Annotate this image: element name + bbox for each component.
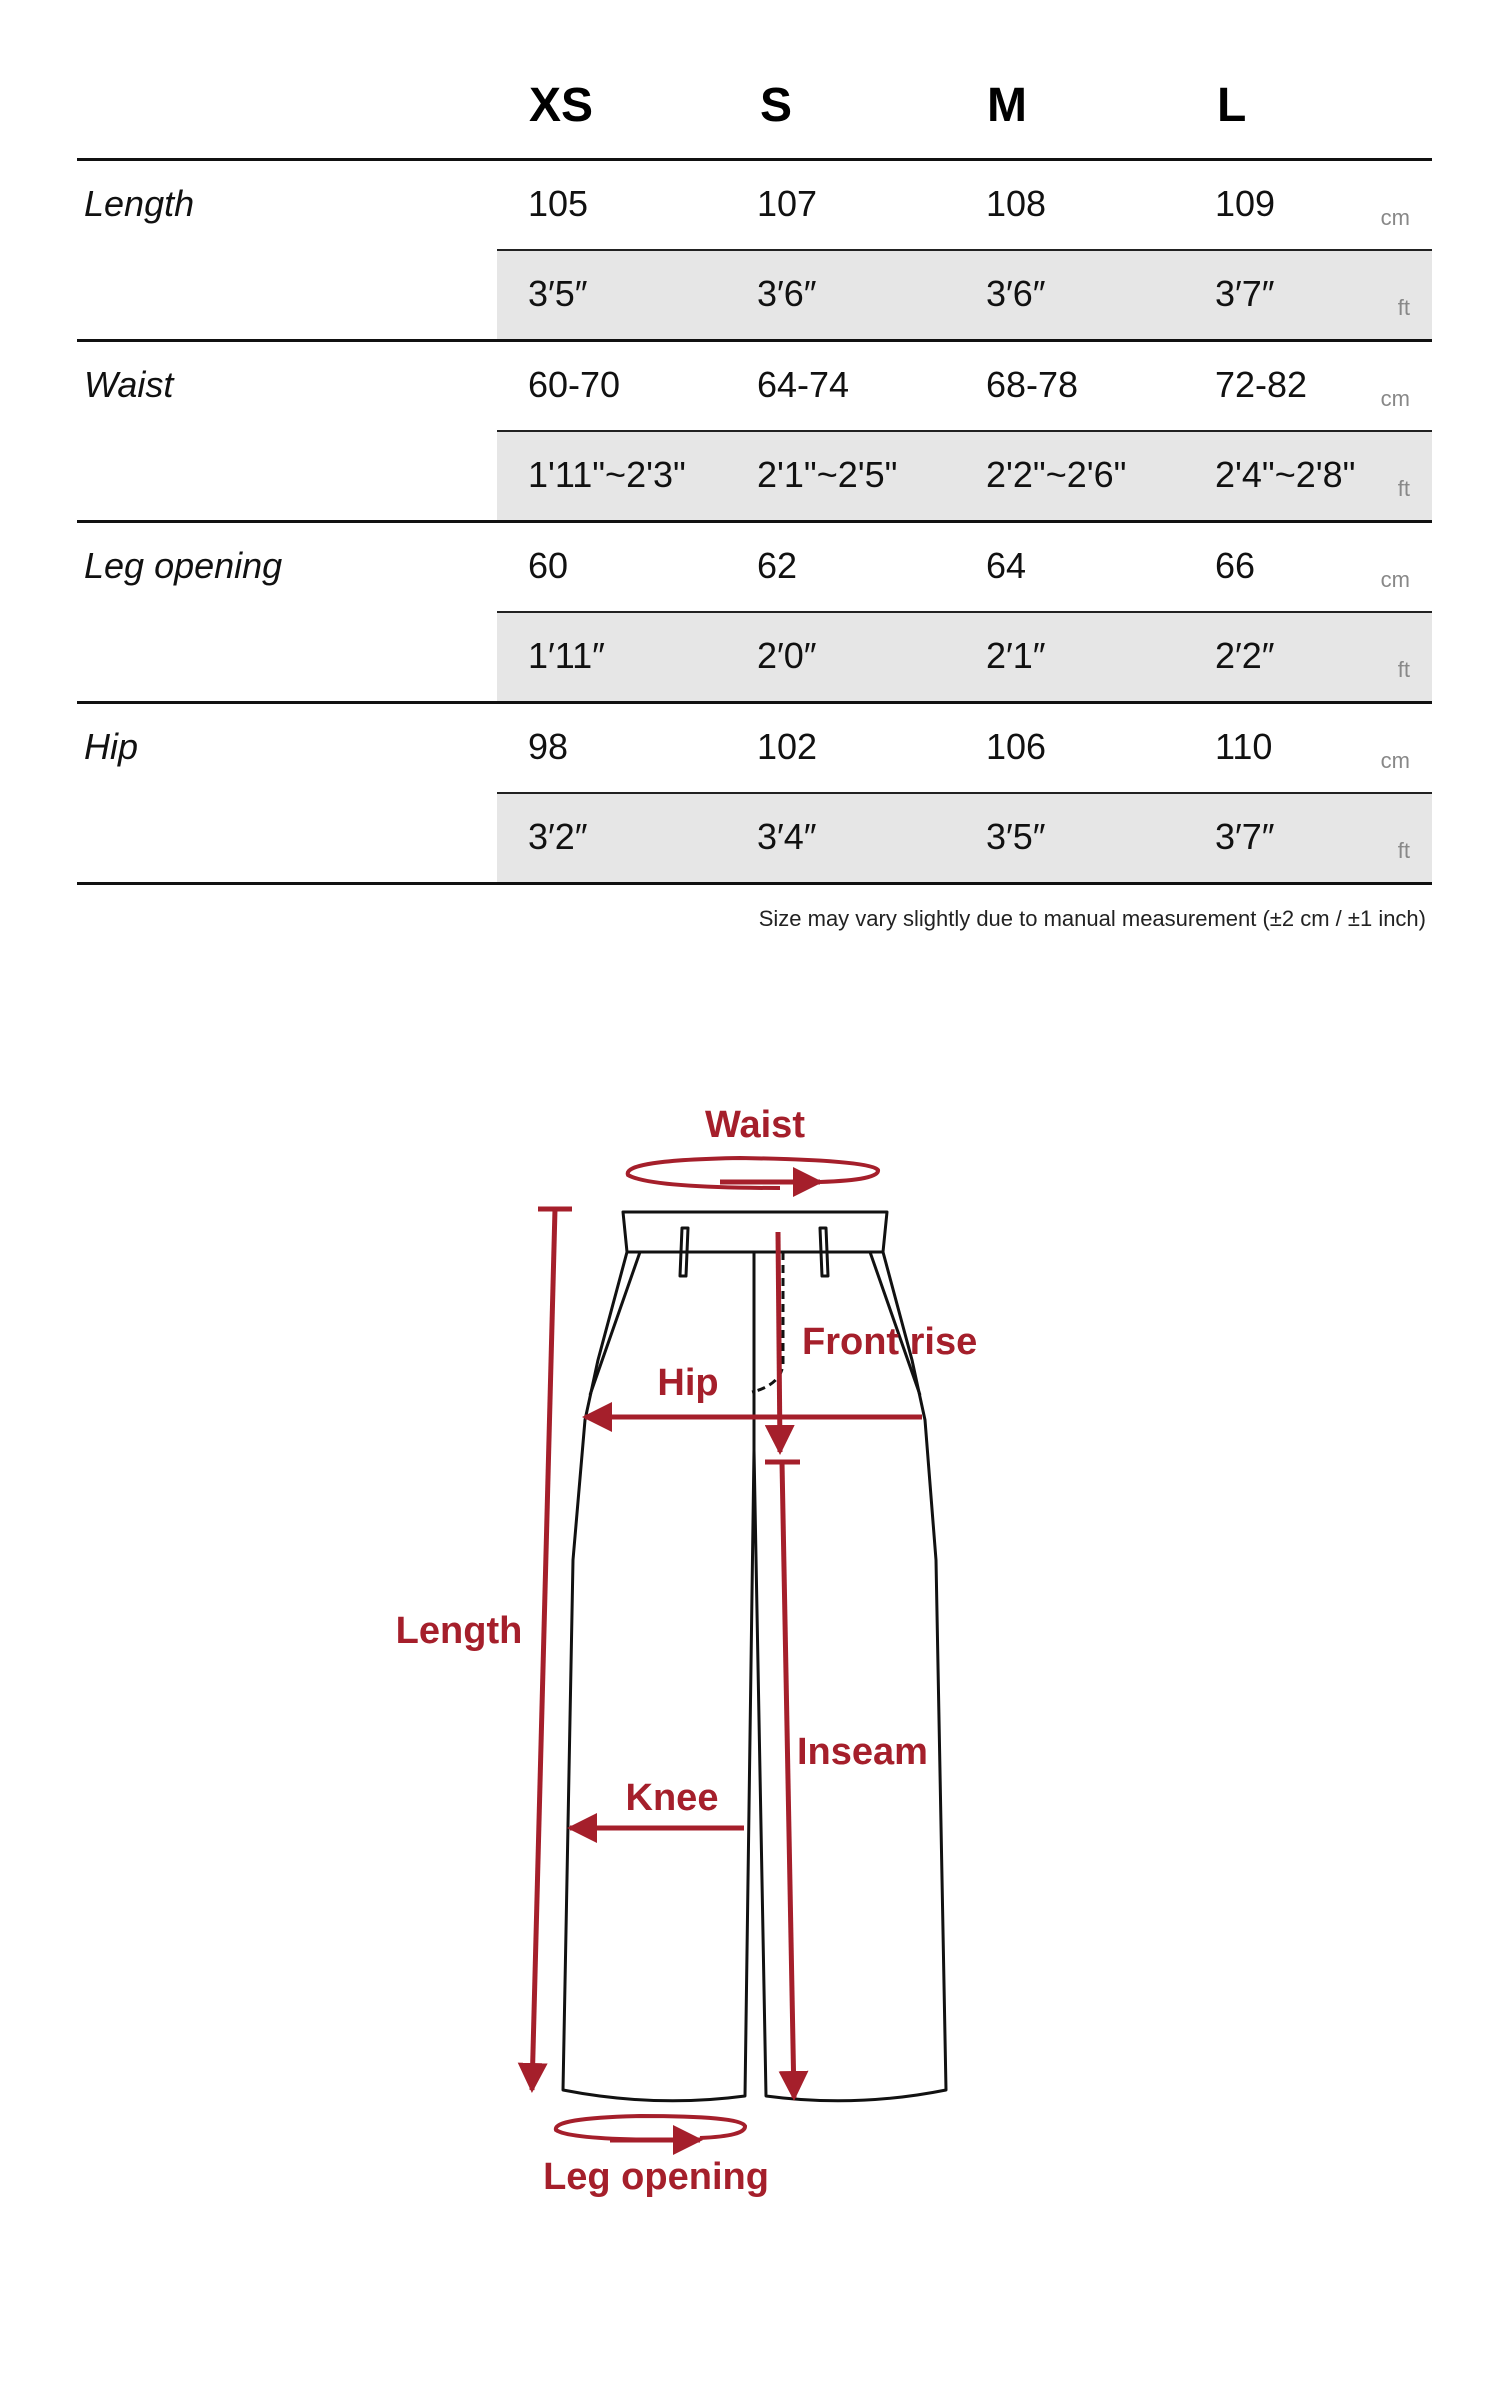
leg-opening-ellipse bbox=[556, 2116, 745, 2140]
waistband bbox=[623, 1212, 887, 1252]
table-cell: 2'1"~2'5" bbox=[757, 454, 898, 495]
measurement-label: Waist bbox=[84, 364, 174, 405]
table-cell: 64 bbox=[986, 545, 1027, 586]
unit-label-cm: cm bbox=[1380, 567, 1410, 592]
table-cell: 105 bbox=[528, 183, 589, 224]
table-cell: 3′5″ bbox=[986, 816, 1046, 857]
table-cell: 1'11"~2'3" bbox=[528, 454, 686, 495]
table-cell: 2'4"~2'8" bbox=[1215, 454, 1356, 495]
pocket-line-left bbox=[590, 1252, 640, 1395]
table-cell: 3′6″ bbox=[986, 273, 1046, 314]
table-cell: 3′2″ bbox=[528, 816, 588, 857]
table-cell: 64-74 bbox=[757, 364, 850, 405]
unit-label-ft: ft bbox=[1397, 838, 1410, 863]
table-cell: 62 bbox=[757, 545, 798, 586]
unit-label-ft: ft bbox=[1397, 295, 1410, 320]
table-cell: 66 bbox=[1215, 545, 1256, 586]
unit-label-cm: cm bbox=[1380, 386, 1410, 411]
length-measure bbox=[396, 1209, 572, 2090]
table-cell: 98 bbox=[528, 726, 569, 767]
table-cell: 1′11″ bbox=[528, 635, 605, 676]
length-label: Length bbox=[395, 1610, 523, 1652]
table-cell: 68-78 bbox=[986, 364, 1079, 405]
waist-measure bbox=[628, 1104, 878, 1188]
table-cell: 102 bbox=[757, 726, 818, 767]
table-cell: 3′5″ bbox=[528, 273, 588, 314]
size-header-l: L bbox=[1217, 79, 1247, 132]
table-cell: 107 bbox=[757, 183, 818, 224]
size-header-m: M bbox=[987, 79, 1027, 132]
front-rise-label: Front rise bbox=[802, 1321, 978, 1363]
knee-label: Knee bbox=[625, 1777, 719, 1819]
measurement-label: Length bbox=[84, 183, 195, 224]
inseam-arrow bbox=[782, 1462, 794, 2098]
table-cell: 2′1″ bbox=[986, 635, 1046, 676]
leg-opening-label: Leg opening bbox=[543, 2156, 769, 2198]
table-cell: 3′7″ bbox=[1215, 273, 1275, 314]
table-cell: 110 bbox=[1215, 726, 1273, 767]
hip-label: Hip bbox=[657, 1362, 719, 1404]
waist-label: Waist bbox=[705, 1104, 805, 1146]
unit-label-ft: ft bbox=[1397, 657, 1410, 682]
table-cell: 3′7″ bbox=[1215, 816, 1275, 857]
length-arrow bbox=[532, 1209, 555, 2090]
table-cell: 106 bbox=[986, 726, 1047, 767]
table-cell: 109 bbox=[1215, 183, 1276, 224]
inseam-measure bbox=[765, 1462, 928, 2098]
table-cell: 2′2″ bbox=[1215, 635, 1275, 676]
table-cell: 60-70 bbox=[528, 364, 621, 405]
knee-measure bbox=[570, 1777, 744, 1828]
unit-label-cm: cm bbox=[1380, 748, 1410, 773]
table-cell: 72-82 bbox=[1215, 364, 1308, 405]
table-cell: 2'2"~2'6" bbox=[986, 454, 1127, 495]
inseam-label: Inseam bbox=[797, 1731, 928, 1773]
table-cell: 60 bbox=[528, 545, 569, 586]
table-cell: 3′6″ bbox=[757, 273, 817, 314]
unit-label-cm: cm bbox=[1380, 205, 1410, 230]
size-header-s: S bbox=[760, 79, 793, 132]
table-cell: 3′4″ bbox=[757, 816, 817, 857]
leg-opening-measure bbox=[543, 2116, 769, 2198]
measurement-note: Size may vary slightly due to manual measurement (±2 cm / ±1 inch) bbox=[758, 906, 1426, 931]
table-cell: 108 bbox=[986, 183, 1047, 224]
measurement-label: Hip bbox=[84, 726, 139, 767]
table-cell: 2′0″ bbox=[757, 635, 817, 676]
measurement-label: Leg opening bbox=[84, 545, 283, 586]
unit-label-ft: ft bbox=[1397, 476, 1410, 501]
size-header-xs: XS bbox=[529, 79, 594, 132]
